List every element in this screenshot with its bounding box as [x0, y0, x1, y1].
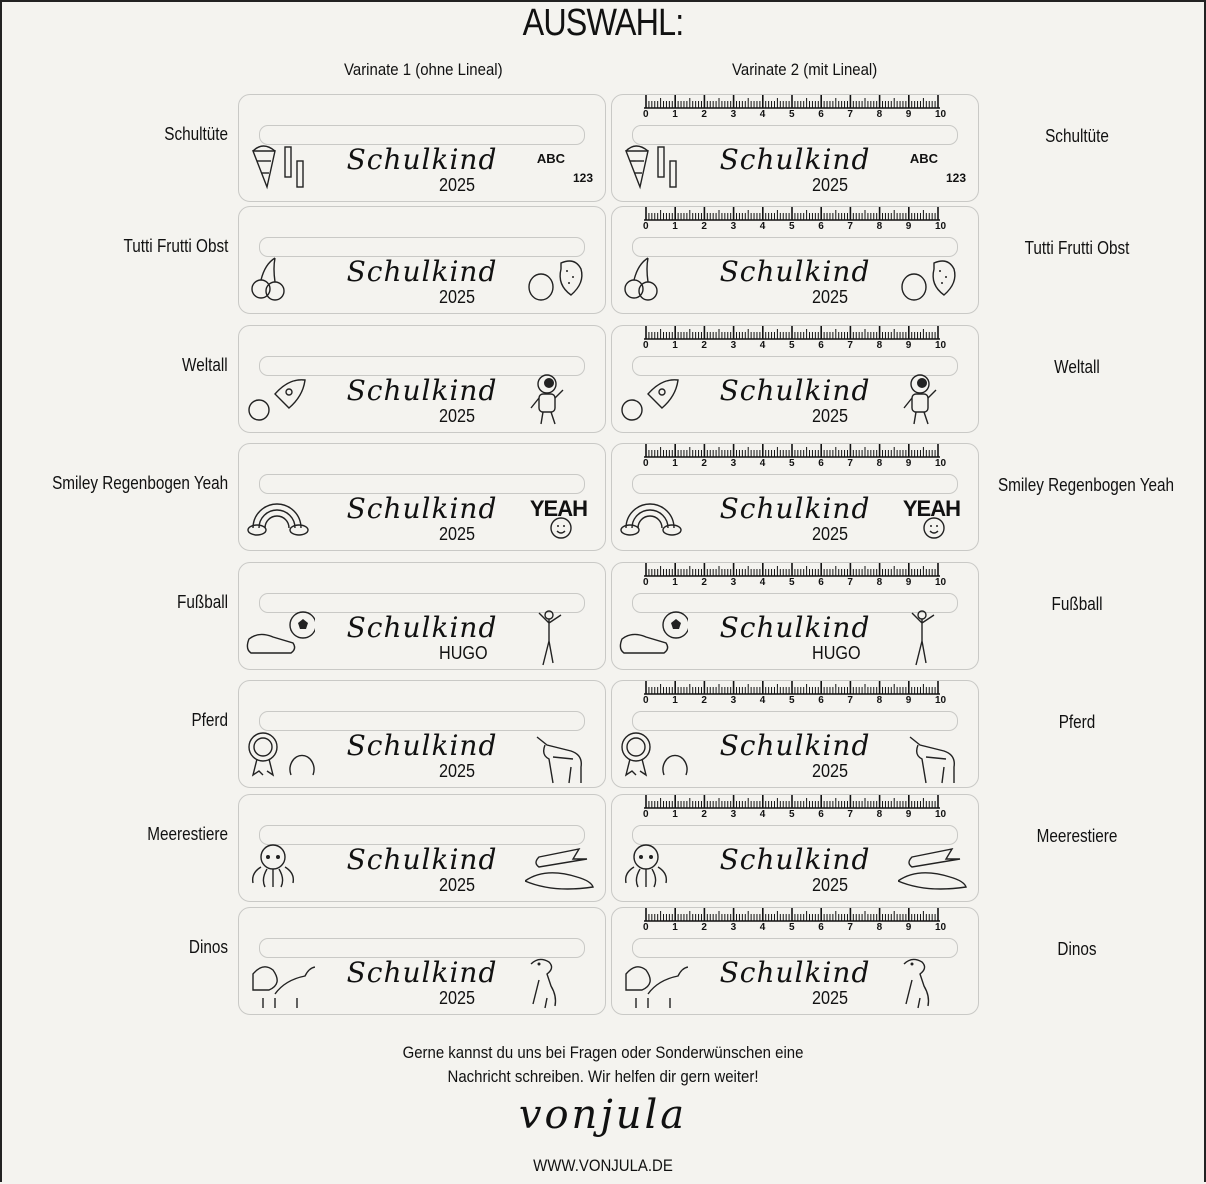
- abc-badge: ABC: [909, 151, 938, 166]
- year-subline: 2025: [812, 287, 849, 307]
- ruler-number: 2: [701, 221, 707, 232]
- name-label-card-variant-1[interactable]: [238, 443, 606, 551]
- ruler-ticks: [644, 95, 940, 109]
- ruler-number: 4: [759, 922, 766, 933]
- name-script: Schulkind: [719, 729, 871, 762]
- name-script: Schulkind: [719, 374, 871, 407]
- ruler-number: 5: [789, 458, 795, 469]
- ruler-ticks: [644, 908, 940, 922]
- year-subline: 2025: [812, 988, 849, 1008]
- year-subline: 2025: [439, 406, 476, 426]
- ruler-number: 10: [935, 695, 947, 706]
- name-subline: HUGO: [812, 643, 861, 663]
- ruler-number: 7: [847, 695, 853, 706]
- rainbow-icon: [245, 490, 315, 551]
- horse-icon: [898, 727, 968, 788]
- ruler-number: 7: [847, 340, 853, 351]
- name-label-card-variant-1[interactable]: [238, 680, 606, 788]
- ruler-number: 7: [847, 922, 853, 933]
- ruler-number: 1: [672, 458, 678, 469]
- ruler-number: 3: [730, 577, 737, 588]
- row-label-right: Dinos: [1057, 939, 1097, 959]
- ruler-number: 2: [701, 695, 707, 706]
- ruler-number: 9: [905, 340, 912, 351]
- t-rex-icon: [525, 954, 595, 1015]
- rocket-planet-icon: [618, 372, 688, 433]
- ruler-number: 10: [935, 577, 947, 588]
- row-label-right: Tutti Frutti Obst: [1024, 238, 1130, 258]
- ruler-number: 8: [876, 109, 883, 120]
- row-label-left: Smiley Regenbogen Yeah: [51, 473, 228, 493]
- row-label-left: Meerestiere: [147, 824, 228, 844]
- abc-badge: ABC: [536, 151, 565, 166]
- ruler-number: 9: [905, 809, 912, 820]
- name-script: Schulkind: [719, 255, 871, 288]
- ruler-number: 1: [672, 695, 678, 706]
- ruler-number: 3: [730, 340, 737, 351]
- ruler-scale: [643, 795, 947, 823]
- name-script: Schulkind: [346, 729, 498, 762]
- ruler-number: 5: [789, 109, 795, 120]
- ruler-number: 10: [935, 340, 947, 351]
- ruler-number: 9: [905, 458, 912, 469]
- ruler-number: 7: [847, 109, 853, 120]
- ruler-scale: [643, 326, 947, 354]
- rosette-horseshoe-icon: [245, 727, 315, 788]
- row-label-left: Weltall: [182, 355, 228, 375]
- name-script: Schulkind: [346, 956, 498, 989]
- ruler-number: 5: [789, 922, 795, 933]
- name-script: Schulkind: [346, 143, 498, 176]
- ruler-number: 2: [701, 809, 707, 820]
- ruler-number: 9: [905, 577, 912, 588]
- ruler-number: 1: [672, 809, 678, 820]
- row-label-right: Fußball: [1051, 594, 1103, 614]
- astronaut-icon: [525, 372, 595, 433]
- ruler-scale: [643, 95, 947, 123]
- row-label-left: Pferd: [191, 710, 228, 730]
- row-label-right: Schultüte: [1045, 126, 1109, 146]
- website-link[interactable]: WWW.VONJULA.DE: [533, 1156, 673, 1175]
- ruler-scale: [643, 681, 947, 709]
- ruler-scale: [643, 207, 947, 235]
- ruler-number: 8: [876, 221, 883, 232]
- name-label-card-variant-2[interactable]: [611, 443, 979, 551]
- ruler-scale: [643, 563, 947, 591]
- ruler-number: 6: [818, 809, 824, 820]
- ruler-number: 0: [643, 109, 649, 120]
- name-label-card-variant-1[interactable]: [238, 206, 606, 314]
- ruler-number: 9: [905, 695, 912, 706]
- ruler-number: 0: [643, 809, 649, 820]
- ruler-number: 6: [818, 458, 824, 469]
- ruler-number: 2: [701, 109, 707, 120]
- ruler-number: 0: [643, 922, 649, 933]
- octopus-icon: [245, 841, 315, 902]
- ruler-ticks: [644, 444, 940, 458]
- name-script: Schulkind: [346, 611, 498, 644]
- number-badge: 123: [572, 171, 593, 185]
- football-boot-ball-icon: [618, 609, 688, 670]
- ruler-number: 0: [643, 221, 649, 232]
- ruler-ticks: [644, 326, 940, 340]
- ruler-ticks: [644, 207, 940, 221]
- name-label-card-variant-2[interactable]: [611, 907, 979, 1015]
- ruler-number: 6: [818, 109, 824, 120]
- name-label-card-variant-2[interactable]: [611, 680, 979, 788]
- shark-whale-icon: [898, 841, 968, 902]
- ruler-number: 1: [672, 109, 678, 120]
- ruler-number: 0: [643, 340, 649, 351]
- ruler-number: 8: [876, 809, 883, 820]
- ruler-number: 0: [643, 695, 649, 706]
- ruler-number: 7: [847, 458, 853, 469]
- ruler-number: 2: [701, 458, 707, 469]
- ruler-number: 3: [730, 109, 737, 120]
- ruler-number: 5: [789, 221, 795, 232]
- name-script: Schulkind: [346, 492, 498, 525]
- ruler-number: 8: [876, 922, 883, 933]
- ruler-number: 10: [935, 221, 947, 232]
- ruler-number: 8: [876, 340, 883, 351]
- ruler-scale: [643, 444, 947, 472]
- rosette-horseshoe-icon: [618, 727, 688, 788]
- name-script: Schulkind: [719, 492, 871, 525]
- name-label-card-variant-1[interactable]: [238, 907, 606, 1015]
- ruler-number: 7: [847, 809, 853, 820]
- name-script: Schulkind: [719, 143, 871, 176]
- ruler-number: 5: [789, 695, 795, 706]
- ruler-number: 3: [730, 809, 737, 820]
- brand-logo: vonjula: [518, 1092, 688, 1138]
- ruler-number: 4: [759, 695, 766, 706]
- ruler-number: 0: [643, 458, 649, 469]
- name-script: Schulkind: [719, 843, 871, 876]
- football-player-icon: [525, 609, 595, 670]
- ruler-number: 9: [905, 109, 912, 120]
- ruler-number: 3: [730, 458, 737, 469]
- year-subline: 2025: [439, 761, 476, 781]
- cherry-icon: [618, 253, 688, 314]
- year-subline: 2025: [812, 175, 849, 195]
- dinosaurs-icon: [618, 954, 688, 1015]
- number-badge: 123: [945, 171, 966, 185]
- ruler-number: 6: [818, 922, 824, 933]
- ruler-number: 8: [876, 458, 883, 469]
- name-label-card-variant-1[interactable]: [238, 94, 606, 202]
- ruler-ticks: [644, 795, 940, 809]
- year-subline: 2025: [439, 988, 476, 1008]
- ruler-number: 10: [935, 109, 947, 120]
- dinosaurs-icon: [245, 954, 315, 1015]
- ruler-number: 8: [876, 695, 883, 706]
- ruler-number: 3: [730, 695, 737, 706]
- ruler-number: 7: [847, 577, 853, 588]
- ruler-number: 5: [789, 340, 795, 351]
- ruler-number: 4: [759, 458, 766, 469]
- football-player-icon: [898, 609, 968, 670]
- name-label-card-variant-1[interactable]: [238, 325, 606, 433]
- ruler-number: 4: [759, 340, 766, 351]
- rainbow-icon: [618, 490, 688, 551]
- ruler-number: 1: [672, 221, 678, 232]
- name-script: Schulkind: [346, 374, 498, 407]
- year-subline: 2025: [439, 175, 476, 195]
- yeah-badge: YEAH: [902, 496, 960, 521]
- ruler-number: 1: [672, 340, 678, 351]
- row-label-left: Dinos: [188, 937, 228, 957]
- lemon-strawberry-icon: [898, 253, 968, 314]
- ruler-scale: [643, 908, 947, 936]
- ruler-number: 3: [730, 221, 737, 232]
- school-cone-icon: [618, 141, 688, 202]
- shark-whale-icon: [525, 841, 595, 902]
- cherry-icon: [245, 253, 315, 314]
- astronaut-icon: [898, 372, 968, 433]
- name-label-card-variant-1[interactable]: [238, 794, 606, 902]
- ruler-number: 5: [789, 809, 795, 820]
- octopus-icon: [618, 841, 688, 902]
- ruler-number: 5: [789, 577, 795, 588]
- ruler-number: 10: [935, 922, 947, 933]
- name-subline: HUGO: [439, 643, 488, 663]
- row-label-left: Fußball: [176, 592, 228, 612]
- name-script: Schulkind: [346, 843, 498, 876]
- column-heading-variant-1: Varinate 1 (ohne Lineal): [344, 60, 503, 79]
- year-subline: 2025: [812, 875, 849, 895]
- ruler-number: 1: [672, 922, 678, 933]
- ruler-number: 4: [759, 109, 766, 120]
- ruler-number: 4: [759, 809, 766, 820]
- school-cone-icon: [245, 141, 315, 202]
- row-label-right: Smiley Regenbogen Yeah: [997, 475, 1175, 495]
- page-title: AUSWAHL:: [522, 2, 684, 44]
- football-boot-ball-icon: [245, 609, 315, 670]
- ruler-number: 7: [847, 221, 853, 232]
- ruler-number: 4: [759, 577, 766, 588]
- horse-icon: [525, 727, 595, 788]
- t-rex-icon: [898, 954, 968, 1015]
- yeah-badge: YEAH: [529, 496, 587, 521]
- row-label-right: Weltall: [1054, 357, 1100, 377]
- ruler-number: 2: [701, 340, 707, 351]
- ruler-number: 1: [672, 577, 678, 588]
- ruler-number: 10: [935, 458, 947, 469]
- row-label-left: Tutti Frutti Obst: [123, 236, 228, 256]
- ruler-number: 6: [818, 577, 824, 588]
- row-label-right: Pferd: [1058, 712, 1096, 732]
- ruler-number: 6: [818, 340, 824, 351]
- year-subline: 2025: [439, 875, 476, 895]
- lemon-strawberry-icon: [525, 253, 595, 314]
- ruler-number: 2: [701, 922, 707, 933]
- rocket-planet-icon: [245, 372, 315, 433]
- year-subline: 2025: [439, 524, 476, 544]
- ruler-number: 9: [905, 922, 912, 933]
- name-script: Schulkind: [719, 611, 871, 644]
- contact-note-line-2: Nachricht schreiben. Wir helfen dir gern weiter!: [447, 1067, 759, 1086]
- name-script: Schulkind: [346, 255, 498, 288]
- ruler-number: 6: [818, 695, 824, 706]
- ruler-number: 6: [818, 221, 824, 232]
- ruler-number: 8: [876, 577, 883, 588]
- name-label-card-variant-2[interactable]: [611, 206, 979, 314]
- year-subline: 2025: [812, 761, 849, 781]
- year-subline: 2025: [812, 524, 849, 544]
- ruler-number: 2: [701, 577, 707, 588]
- row-label-right: Meerestiere: [1036, 826, 1118, 846]
- ruler-number: 9: [905, 221, 912, 232]
- ruler-number: 4: [759, 221, 766, 232]
- ruler-number: 3: [730, 922, 737, 933]
- year-subline: 2025: [439, 287, 476, 307]
- ruler-number: 10: [935, 809, 947, 820]
- name-label-card-variant-2[interactable]: [611, 325, 979, 433]
- column-heading-variant-2: Varinate 2 (mit Lineal): [732, 60, 878, 79]
- year-subline: 2025: [812, 406, 849, 426]
- name-label-card-variant-2[interactable]: [611, 562, 979, 670]
- name-label-card-variant-2[interactable]: [611, 794, 979, 902]
- row-label-left: Schultüte: [164, 124, 228, 144]
- ruler-ticks: [644, 563, 940, 577]
- contact-note-line-1: Gerne kannst du uns bei Fragen oder Sonderwünschen eine: [402, 1043, 804, 1062]
- name-label-card-variant-2[interactable]: [611, 94, 979, 202]
- name-script: Schulkind: [719, 956, 871, 989]
- ruler-number: 0: [643, 577, 649, 588]
- ruler-ticks: [644, 681, 940, 695]
- name-label-card-variant-1[interactable]: [238, 562, 606, 670]
